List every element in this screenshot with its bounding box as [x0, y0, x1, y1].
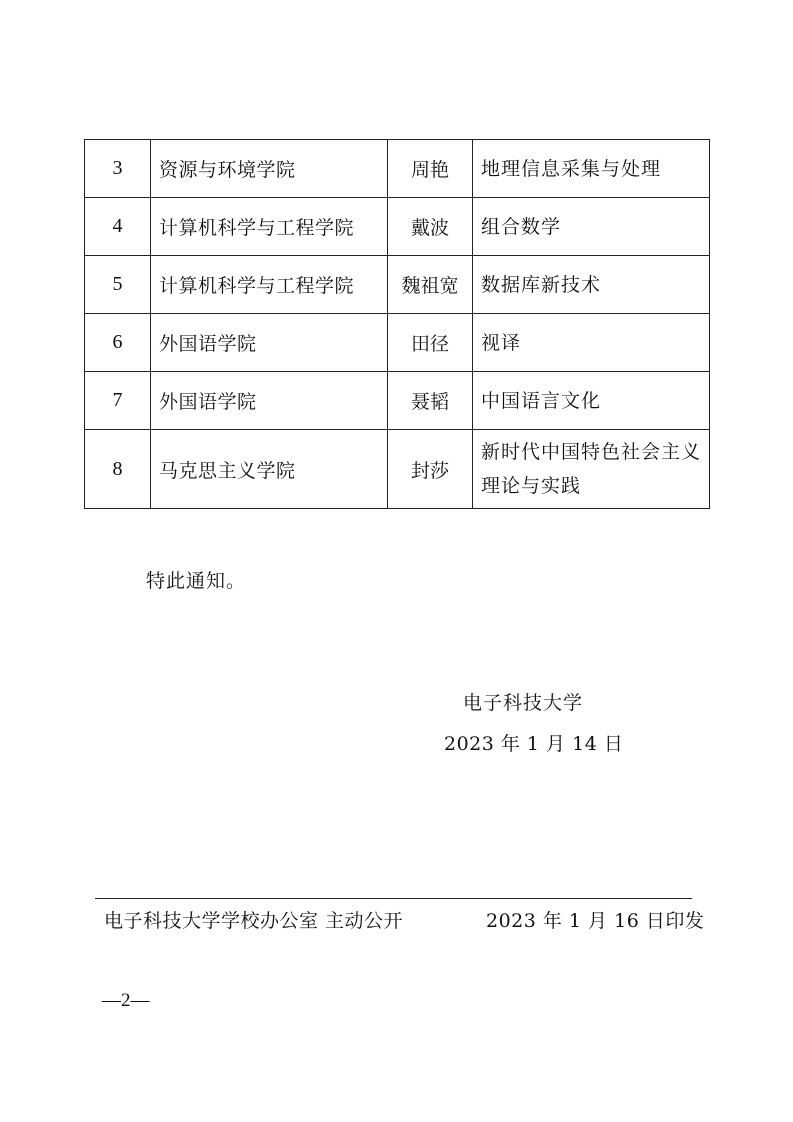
- college-cell: 马克思主义学院: [151, 430, 388, 509]
- course-table: [84, 139, 710, 509]
- row-number: 8: [85, 430, 151, 509]
- footer-print-date: 2023 年 1 月 16 日印发: [486, 910, 705, 932]
- row-number: 7: [85, 372, 151, 430]
- teacher-name-cell: 魏祖宽: [388, 256, 473, 314]
- teacher-name-cell: 周艳: [388, 140, 473, 198]
- table-row: [85, 140, 710, 198]
- course-cell: 数据库新技术: [473, 256, 710, 314]
- college-cell: 资源与环境学院: [151, 140, 388, 198]
- footer-issuer: 电子科技大学学校办公室 主动公开: [104, 910, 404, 932]
- footer-divider: [95, 898, 692, 899]
- course-cell: 组合数学: [473, 198, 710, 256]
- signature-date: 2023 年 1 月 14 日: [444, 733, 624, 755]
- row-number: 4: [85, 198, 151, 256]
- table-row: [85, 372, 710, 430]
- college-cell: 计算机科学与工程学院: [151, 198, 388, 256]
- table-row: [85, 314, 710, 372]
- course-cell: 视译: [473, 314, 710, 372]
- table-row: [85, 256, 710, 314]
- college-cell: 计算机科学与工程学院: [151, 256, 388, 314]
- college-cell: 外国语学院: [151, 372, 388, 430]
- closing-remark: 特此通知。: [146, 570, 247, 592]
- signature-organization: 电子科技大学: [463, 692, 584, 714]
- row-number: 5: [85, 256, 151, 314]
- teacher-name-cell: 封莎: [388, 430, 473, 509]
- table-row: [85, 198, 710, 256]
- teacher-name-cell: 田径: [388, 314, 473, 372]
- teacher-name-cell: 聂韬: [388, 372, 473, 430]
- college-cell: 外国语学院: [151, 314, 388, 372]
- row-number: 6: [85, 314, 151, 372]
- table-row: [85, 430, 710, 509]
- row-number: 3: [85, 140, 151, 198]
- teacher-name-cell: 戴波: [388, 198, 473, 256]
- course-cell: 中国语言文化: [473, 372, 710, 430]
- page-number: —2—: [102, 990, 150, 1011]
- course-cell: 新时代中国特色社会主义理论与实践: [473, 430, 710, 509]
- course-cell: 地理信息采集与处理: [473, 140, 710, 198]
